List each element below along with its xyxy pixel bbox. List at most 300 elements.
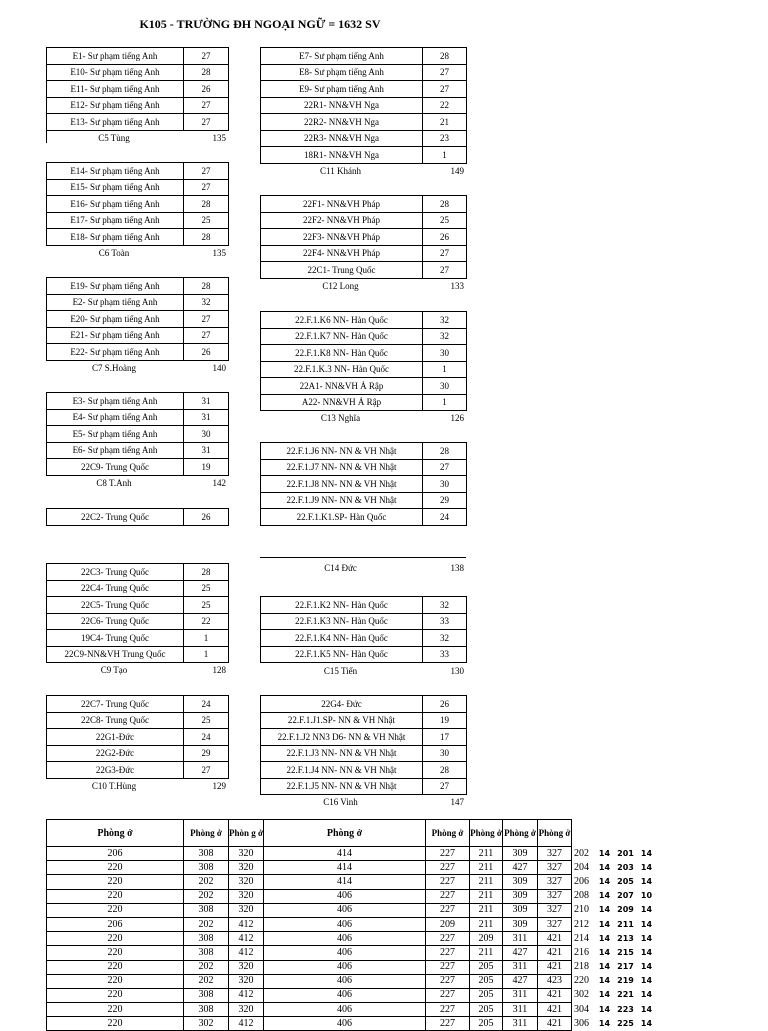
- room-header: Phòng ở: [264, 820, 426, 847]
- class-count: 26: [423, 229, 467, 246]
- class-name: E10- Sư phạm tiếng Anh: [47, 64, 184, 81]
- class-name: 22F1- NN&VH Pháp: [261, 196, 423, 213]
- room-cell: 327: [538, 861, 572, 875]
- room-cell: 327: [538, 875, 572, 889]
- class-row: [47, 613, 229, 630]
- class-name: E22- Sư phạm tiếng Anh: [47, 344, 184, 361]
- room-cell: 302: [184, 1017, 229, 1031]
- class-row: [261, 476, 467, 493]
- class-row: [47, 509, 229, 526]
- room-cell: 220: [47, 946, 184, 960]
- group-label: C12 Long: [322, 281, 359, 291]
- room-cell: 327: [538, 903, 572, 917]
- class-row: [261, 729, 467, 746]
- room-cell: 227: [426, 932, 470, 946]
- room-extra-cell: 14: [598, 919, 611, 929]
- group-summary: [260, 664, 466, 679]
- room-extra-cell: 304: [574, 1003, 589, 1015]
- class-count: 21: [423, 114, 467, 131]
- class-name: 22A1- NN&VH Ả Rập: [261, 378, 423, 395]
- class-row: [47, 564, 229, 581]
- class-count: 1: [423, 361, 467, 378]
- class-count: 25: [184, 712, 229, 729]
- class-row: [47, 597, 229, 614]
- room-extra-cell: 213: [617, 933, 634, 943]
- class-name: 22.F.1.K3 NN- Hàn Quốc: [261, 613, 423, 630]
- class-count: 28: [423, 443, 467, 460]
- room-extra-cell: 14: [598, 947, 611, 957]
- room-cell: 309: [503, 917, 538, 931]
- room-extra-cell: 211: [617, 919, 634, 929]
- room-extra-cell: 14: [598, 933, 611, 943]
- class-count: 33: [423, 613, 467, 630]
- group-total: 142: [212, 478, 226, 488]
- group-summary: [260, 795, 466, 810]
- room-cell: 227: [426, 1003, 470, 1017]
- room-cell: 311: [503, 1003, 538, 1017]
- group-summary: [46, 476, 228, 491]
- room-header: Phòng ở: [184, 820, 229, 847]
- class-count: 24: [184, 696, 229, 713]
- class-row: [261, 378, 467, 395]
- group-label: C6 Toàn: [98, 248, 130, 258]
- room-row: [47, 889, 657, 903]
- room-extra-cell: 202: [574, 847, 589, 859]
- class-name: 22.F.1.J6 NN- NN & VH Nhật: [261, 443, 423, 460]
- room-row: [47, 946, 657, 960]
- class-row: [47, 580, 229, 597]
- room-row: [47, 875, 657, 889]
- class-row: [261, 613, 467, 630]
- room-header-blank: [615, 820, 637, 847]
- class-row: [47, 729, 229, 746]
- class-count: 24: [184, 729, 229, 746]
- class-count: 31: [184, 442, 229, 459]
- room-cell: 220: [47, 988, 184, 1002]
- class-count: 32: [423, 312, 467, 329]
- class-count: 24: [423, 509, 467, 526]
- room-row: [47, 960, 657, 974]
- room-cell: 308: [184, 932, 229, 946]
- group-summary: [46, 663, 228, 678]
- room-cell: 202: [184, 889, 229, 903]
- group-total: 138: [450, 563, 464, 573]
- room-cell: 227: [426, 903, 470, 917]
- room-cell: 220: [47, 932, 184, 946]
- room-extra-cell: 221: [617, 990, 634, 1000]
- room-extra-cell: 14: [640, 947, 653, 957]
- room-cell: 308: [184, 946, 229, 960]
- class-group-table: [46, 508, 229, 526]
- class-row: [47, 64, 229, 81]
- class-group-table: [46, 563, 229, 663]
- class-name: 22C5- Trung Quốc: [47, 597, 184, 614]
- room-cell: 308: [184, 1003, 229, 1017]
- room-extra-cell: 14: [640, 976, 653, 986]
- room-cell: 205: [470, 988, 503, 1002]
- room-cell: 406: [264, 946, 426, 960]
- room-cell: 412: [229, 1017, 264, 1031]
- room-cell: 206: [47, 917, 184, 931]
- class-row: [47, 97, 229, 114]
- class-name: 22C1- Trung Quốc: [261, 262, 423, 279]
- room-row: [47, 903, 657, 917]
- room-cell: 421: [538, 1017, 572, 1031]
- room-cell: 211: [470, 889, 503, 903]
- class-row: [261, 212, 467, 229]
- class-count: 25: [184, 597, 229, 614]
- room-cell: 209: [470, 932, 503, 946]
- room-cell: 206: [47, 847, 184, 861]
- class-group-table: [260, 47, 467, 164]
- group-label: C8 T.Anh: [96, 478, 132, 488]
- class-row: [47, 179, 229, 196]
- class-row: [261, 312, 467, 329]
- room-extra-cell: 14: [640, 905, 653, 915]
- room-extra-cell: 14: [640, 933, 653, 943]
- class-name: 22R2- NN&VH Nga: [261, 114, 423, 131]
- room-cell: 406: [264, 1017, 426, 1031]
- room-cell: 414: [264, 847, 426, 861]
- class-row: [261, 345, 467, 362]
- room-cell: 202: [184, 974, 229, 988]
- room-row: [47, 974, 657, 988]
- room-extra-cell: 14: [640, 990, 653, 1000]
- class-name: 22.F.1.K.3 NN- Hàn Quốc: [261, 361, 423, 378]
- room-cell: 227: [426, 1017, 470, 1031]
- class-name: 18R1- NN&VH Nga: [261, 147, 423, 164]
- class-count: 30: [423, 378, 467, 395]
- class-row: [261, 745, 467, 762]
- class-row: [261, 262, 467, 279]
- room-cell: 406: [264, 988, 426, 1002]
- class-name: E11- Sư phạm tiếng Anh: [47, 81, 184, 98]
- class-row: [261, 630, 467, 647]
- class-count: 31: [184, 409, 229, 426]
- room-extra-cell: 208: [574, 890, 589, 902]
- class-group-table: [46, 277, 229, 361]
- class-name: E2- Sư phạm tiếng Anh: [47, 294, 184, 311]
- room-extra-cell: 14: [598, 905, 611, 915]
- class-row: [261, 646, 467, 663]
- class-count: 27: [184, 163, 229, 180]
- class-name: 22F2- NN&VH Pháp: [261, 212, 423, 229]
- class-count: 26: [184, 344, 229, 361]
- class-name: 22.F.1.J1.SP- NN & VH Nhật: [261, 712, 423, 729]
- class-count: 27: [184, 762, 229, 779]
- room-cell: 406: [264, 917, 426, 931]
- group-total: 147: [450, 797, 464, 808]
- class-count: 28: [423, 196, 467, 213]
- class-name: E1- Sư phạm tiếng Anh: [47, 48, 184, 65]
- class-count: 32: [184, 294, 229, 311]
- class-name: 22C3- Trung Quốc: [47, 564, 184, 581]
- room-header-blank: [637, 820, 657, 847]
- class-name: 22R1- NN&VH Nga: [261, 97, 423, 114]
- room-extra-cell: 220: [574, 975, 589, 987]
- room-cell: 320: [229, 861, 264, 875]
- group-summary: [46, 246, 228, 261]
- room-cell: 211: [470, 917, 503, 931]
- class-row: [261, 696, 467, 713]
- room-cell: 227: [426, 946, 470, 960]
- class-row: [261, 492, 467, 509]
- class-count: 28: [184, 278, 229, 295]
- class-row: [261, 509, 467, 526]
- room-cell: 227: [426, 960, 470, 974]
- class-name: E12- Sư phạm tiếng Anh: [47, 97, 184, 114]
- room-extra-cell: 10: [640, 891, 653, 901]
- class-row: [261, 778, 467, 795]
- room-extra-cell: 204: [574, 861, 589, 873]
- class-name: 22C7- Trung Quốc: [47, 696, 184, 713]
- group-total: 135: [212, 248, 226, 258]
- class-name: 22.F.1.K4 NN- Hàn Quốc: [261, 630, 423, 647]
- class-row: [261, 443, 467, 460]
- group-total: 129: [212, 781, 226, 791]
- class-count: 26: [184, 81, 229, 98]
- class-count: 19: [184, 459, 229, 476]
- room-table: [46, 819, 657, 1031]
- class-row: [261, 229, 467, 246]
- room-header-blank: [595, 820, 615, 847]
- class-count: 26: [423, 696, 467, 713]
- class-row: [47, 48, 229, 65]
- room-extra-cell: 218: [574, 961, 589, 973]
- room-cell: 327: [538, 917, 572, 931]
- room-extra-cell: 14: [598, 891, 611, 901]
- group-summary: [260, 411, 466, 426]
- room-extra-cell: 14: [598, 962, 611, 972]
- class-group-table: [260, 695, 467, 795]
- class-count: 1: [423, 147, 467, 164]
- class-name: E14- Sư phạm tiếng Anh: [47, 163, 184, 180]
- class-group-table: [260, 442, 467, 526]
- room-header: Phòng ở: [503, 820, 538, 847]
- room-cell: 227: [426, 861, 470, 875]
- class-row: [261, 597, 467, 614]
- class-name: 22.F.1.K7 NN- Hàn Quốc: [261, 328, 423, 345]
- room-cell: 211: [470, 946, 503, 960]
- room-cell: 414: [264, 861, 426, 875]
- group-summary: [46, 779, 228, 794]
- class-count: 1: [423, 394, 467, 411]
- group-label: C9 Tạo: [100, 665, 128, 676]
- class-count: 27: [423, 245, 467, 262]
- class-row: [47, 114, 229, 131]
- room-extra-cell: 14: [598, 848, 611, 858]
- class-name: 22G1-Đức: [47, 729, 184, 746]
- class-group-table: [260, 311, 467, 411]
- class-row: [261, 81, 467, 98]
- class-row: [47, 745, 229, 762]
- class-count: 27: [184, 311, 229, 328]
- room-extra-cell: 215: [617, 947, 634, 957]
- class-row: [261, 328, 467, 345]
- class-name: 22.F.1.J8 NN- NN & VH Nhật: [261, 476, 423, 493]
- class-count: 29: [423, 492, 467, 509]
- class-count: 1: [184, 646, 229, 663]
- class-name: E7- Sư phạm tiếng Anh: [261, 48, 423, 65]
- class-count: 30: [184, 426, 229, 443]
- room-extra-cell: 14: [640, 862, 653, 872]
- class-name: E6- Sư phạm tiếng Anh: [47, 442, 184, 459]
- class-name: 22.F.1.J5 NN- NN & VH Nhật: [261, 778, 423, 795]
- room-cell: 220: [47, 889, 184, 903]
- group-summary: [46, 131, 228, 146]
- class-name: 22G3-Đức: [47, 762, 184, 779]
- room-cell: 406: [264, 903, 426, 917]
- room-extra-cell: 201: [617, 848, 634, 858]
- room-cell: 205: [470, 1003, 503, 1017]
- room-extra-cell: 217: [617, 962, 634, 972]
- room-cell: 320: [229, 847, 264, 861]
- room-cell: 320: [229, 875, 264, 889]
- class-row: [47, 459, 229, 476]
- room-extra-cell: 225: [617, 1018, 634, 1028]
- room-extra-cell: 14: [598, 1018, 611, 1028]
- class-count: 27: [423, 81, 467, 98]
- class-name: 22G4- Đức: [261, 696, 423, 713]
- class-name: 22.F.1.K5 NN- Hàn Quốc: [261, 646, 423, 663]
- class-name: 19C4- Trung Quốc: [47, 630, 184, 647]
- class-row: [261, 64, 467, 81]
- page-title: K105 - TRƯỜNG ĐH NGOẠI NGỮ = 1632 SV: [139, 17, 381, 31]
- room-cell: 421: [538, 946, 572, 960]
- room-cell: 412: [229, 946, 264, 960]
- room-cell: 311: [503, 988, 538, 1002]
- class-group-table: [260, 195, 467, 279]
- room-cell: 211: [470, 847, 503, 861]
- room-cell: 412: [229, 932, 264, 946]
- class-count: 32: [423, 597, 467, 614]
- room-cell: 205: [470, 960, 503, 974]
- class-name: 22C6- Trung Quốc: [47, 613, 184, 630]
- class-group-table: [46, 695, 229, 779]
- class-count: 31: [184, 393, 229, 410]
- room-cell: 406: [264, 974, 426, 988]
- class-row: [47, 630, 229, 647]
- class-count: 1: [184, 630, 229, 647]
- class-count: 28: [423, 762, 467, 779]
- room-cell: 421: [538, 960, 572, 974]
- class-name: 22.F.1.J4 NN- NN & VH Nhật: [261, 762, 423, 779]
- group-label: C16 Vinh: [323, 797, 358, 808]
- class-row: [261, 394, 467, 411]
- room-cell: 327: [538, 889, 572, 903]
- room-cell: 421: [538, 1003, 572, 1017]
- class-count: 33: [423, 646, 467, 663]
- room-cell: 320: [229, 974, 264, 988]
- class-row: [261, 196, 467, 213]
- class-count: 27: [184, 97, 229, 114]
- room-extra-cell: 210: [574, 904, 589, 916]
- room-cell: 202: [184, 917, 229, 931]
- class-row: [261, 114, 467, 131]
- room-cell: 220: [47, 903, 184, 917]
- class-name: E18- Sư phạm tiếng Anh: [47, 229, 184, 246]
- room-extra-cell: 14: [640, 848, 653, 858]
- class-count: 32: [423, 630, 467, 647]
- room-extra-cell: 14: [640, 876, 653, 886]
- class-row: [47, 344, 229, 361]
- class-name: E4- Sư phạm tiếng Anh: [47, 409, 184, 426]
- group-label: C15 Tiến: [323, 665, 358, 676]
- class-name: 22C8- Trung Quốc: [47, 712, 184, 729]
- room-cell: 220: [47, 875, 184, 889]
- room-header: Phòng ở: [538, 820, 572, 847]
- class-name: 22.F.1.K2 NN- Hàn Quốc: [261, 597, 423, 614]
- room-cell: 220: [47, 1017, 184, 1031]
- class-row: [47, 442, 229, 459]
- room-extra-cell: 14: [640, 1004, 653, 1014]
- class-row: [47, 278, 229, 295]
- room-cell: 227: [426, 988, 470, 1002]
- room-cell: 421: [538, 988, 572, 1002]
- group-label: C14 Đức: [324, 563, 357, 573]
- class-name: 22F4- NN&VH Pháp: [261, 245, 423, 262]
- group-summary: [46, 361, 228, 376]
- class-count: 28: [184, 64, 229, 81]
- border-line: [46, 131, 47, 143]
- class-row: [47, 294, 229, 311]
- class-count: 30: [423, 476, 467, 493]
- room-cell: 412: [229, 917, 264, 931]
- class-name: 22.F.1.J7 NN- NN & VH Nhật: [261, 459, 423, 476]
- class-count: 28: [423, 48, 467, 65]
- room-extra-cell: 14: [598, 990, 611, 1000]
- room-extra-cell: 223: [617, 1004, 634, 1014]
- room-extra-cell: 206: [574, 875, 589, 887]
- class-count: 25: [184, 580, 229, 597]
- class-row: [47, 327, 229, 344]
- class-row: [47, 696, 229, 713]
- room-cell: 308: [184, 988, 229, 1002]
- class-name: 22.F.1.J2 NN3 D6- NN & VH Nhật: [261, 729, 423, 746]
- class-row: [261, 97, 467, 114]
- class-row: [47, 196, 229, 213]
- class-name: E21- Sư phạm tiếng Anh: [47, 327, 184, 344]
- group-total: 140: [212, 363, 226, 373]
- room-cell: 309: [503, 903, 538, 917]
- class-count: 27: [184, 114, 229, 131]
- class-count: 23: [423, 130, 467, 147]
- room-cell: 412: [229, 988, 264, 1002]
- room-extra-cell: 14: [598, 876, 611, 886]
- room-extra-cell: 302: [574, 989, 589, 1001]
- group-label: C10 T.Hùng: [91, 781, 137, 791]
- class-row: [261, 712, 467, 729]
- class-count: 27: [423, 778, 467, 795]
- group-summary: [260, 279, 466, 294]
- class-row: [261, 147, 467, 164]
- room-cell: 211: [470, 903, 503, 917]
- class-count: 26: [184, 509, 229, 526]
- class-name: 22C2- Trung Quốc: [47, 509, 184, 526]
- room-extra-cell: 306: [574, 1017, 589, 1029]
- class-row: [47, 212, 229, 229]
- room-cell: 308: [184, 861, 229, 875]
- room-extra-cell: 203: [617, 862, 634, 872]
- class-name: E9- Sư phạm tiếng Anh: [261, 81, 423, 98]
- group-total: 133: [450, 281, 464, 291]
- class-row: [47, 229, 229, 246]
- room-extra-cell: 216: [574, 946, 589, 958]
- class-count: 25: [184, 212, 229, 229]
- class-name: 22C9- Trung Quốc: [47, 459, 184, 476]
- room-cell: 227: [426, 847, 470, 861]
- class-name: E8- Sư phạm tiếng Anh: [261, 64, 423, 81]
